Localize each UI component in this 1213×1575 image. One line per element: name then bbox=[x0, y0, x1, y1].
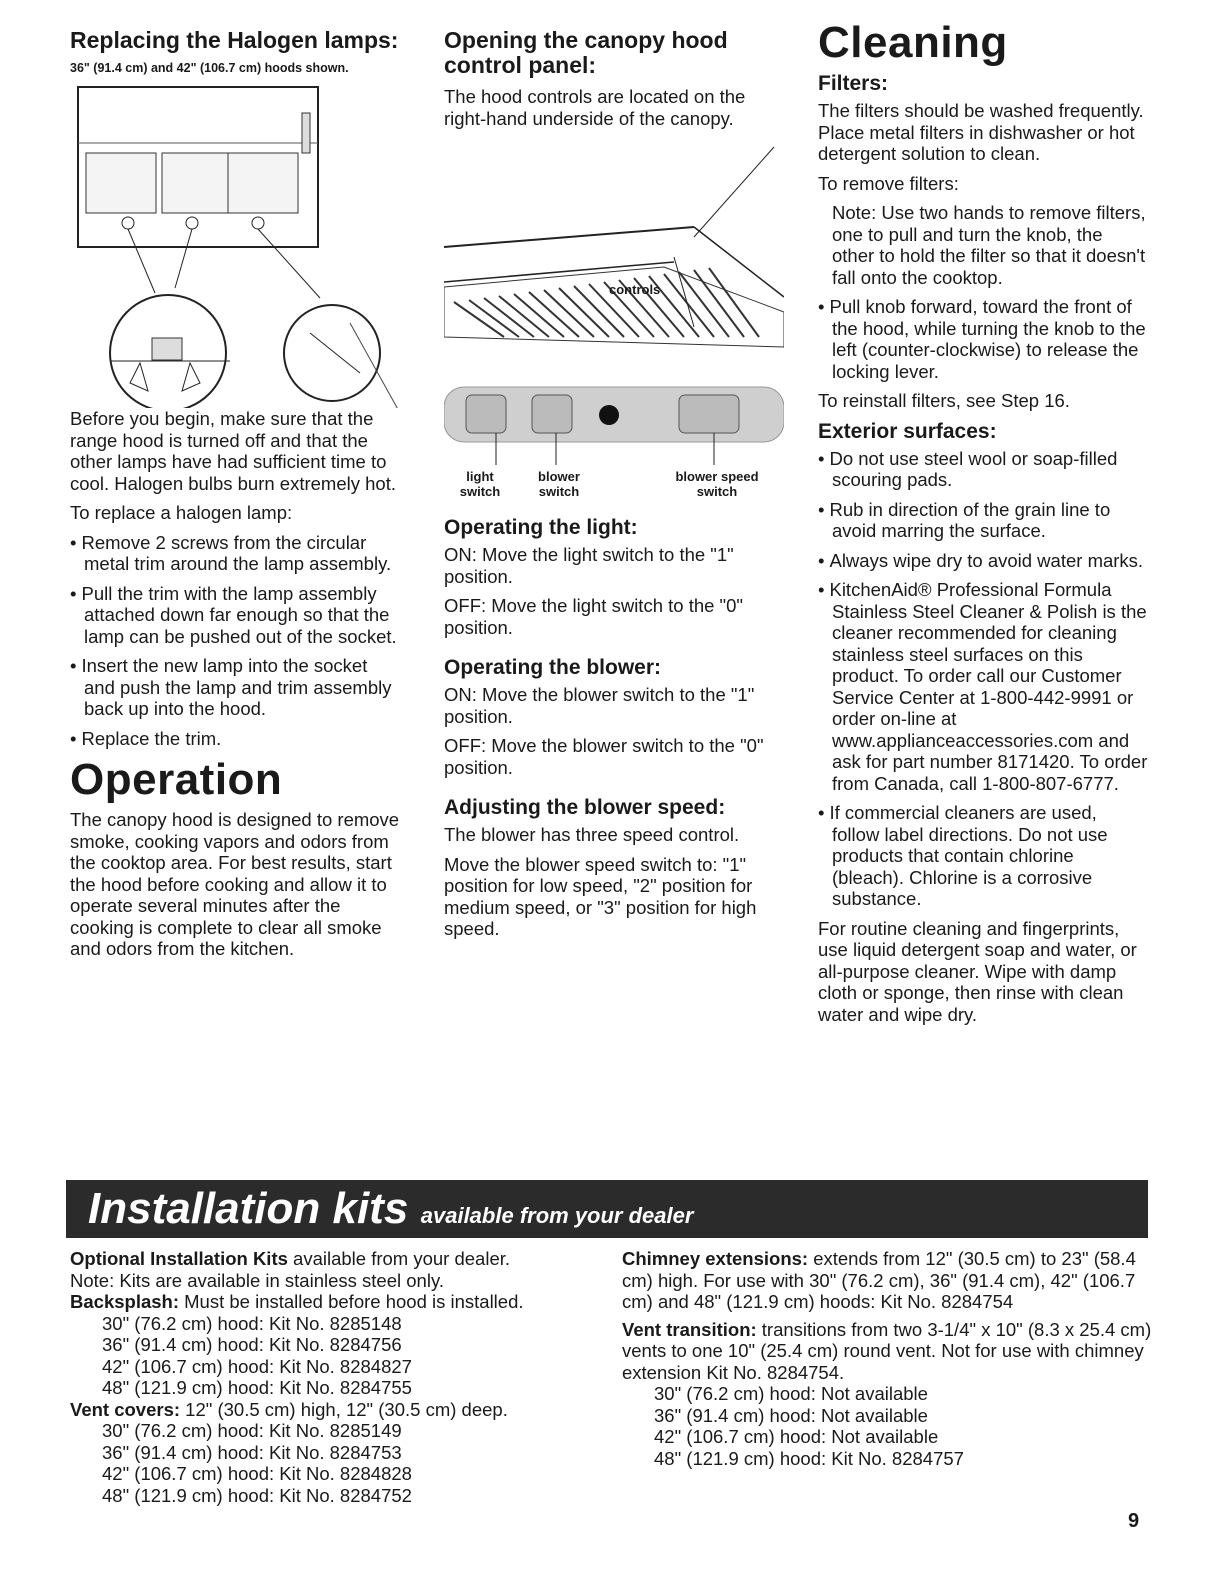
chimney-line bbox=[622, 1248, 1152, 1313]
list-item: 36" (91.4 cm) hood: Kit No. 8284756 bbox=[102, 1334, 402, 1355]
speed-text-1: The blower has three speed control. bbox=[444, 824, 740, 845]
list-item: 42" (106.7 cm) hood: Kit No. 8284827 bbox=[102, 1355, 412, 1377]
transition-line bbox=[622, 1319, 1152, 1384]
list-item: • If commercial cleaners are used, follow label directions. Do not use products that contain chlorine (bleach). Chlorine is a corrosive substance. bbox=[818, 802, 1148, 910]
list-item: • KitchenAid® Professional Formula Stainless Steel Cleaner & Polish is the cleaner recommended for cleaning stainless steel surfaces on this product. To order call our Customer Service Center at 1-800-442-9991 or order on-line at www.applianceaccessories.com and ask for part number 8171420. To order from Canada, call 1-800-807-6777. bbox=[818, 579, 1148, 794]
list-item: • Insert the new lamp into the socket and push the lamp and trim assembly back up into the hood. bbox=[70, 655, 400, 720]
remove-filters-heading: To remove filters: bbox=[818, 172, 959, 194]
list-item: • Replace the trim. bbox=[70, 728, 400, 750]
list-item: 36" (91.4 cm) hood: Not available bbox=[654, 1404, 928, 1426]
column-controls bbox=[444, 28, 784, 948]
controls-illustration bbox=[444, 137, 784, 512]
operation-title: Operation bbox=[70, 755, 283, 804]
exterior-heading: Exterior surfaces: bbox=[818, 419, 997, 443]
backsplash-line bbox=[70, 1291, 600, 1313]
blower-off-text: OFF: Move the blower switch to the "0" position. bbox=[444, 735, 764, 778]
transition-label: Vent transition: bbox=[622, 1318, 757, 1340]
kits-intro-bold: Optional Installation Kits bbox=[70, 1248, 288, 1269]
light-heading: Operating the light: bbox=[444, 516, 638, 539]
controls-label: controls bbox=[609, 282, 661, 297]
kits-left-column bbox=[70, 1248, 600, 1506]
list-item: 36" (91.4 cm) hood: Kit No. 8284753 bbox=[102, 1441, 402, 1463]
banner-title: Installation kits bbox=[88, 1184, 409, 1233]
kits-intro-rest: available from your dealer. bbox=[287, 1248, 511, 1269]
chimney-label: Chimney extensions: bbox=[622, 1248, 809, 1269]
list-item: 30" (76.2 cm) hood: Kit No. 8285149 bbox=[102, 1420, 402, 1441]
routine-cleaning-text: For routine cleaning and fingerprints, use liquid detergent soap and water, or all-purpose cleaner. Wipe with damp cloth or sponge, then rinse with clean water and wipe dry. bbox=[818, 917, 1137, 1025]
blower-switch-label: blower switch bbox=[538, 469, 580, 499]
blower-speed-switch-label: blower speed switch bbox=[675, 469, 759, 499]
chimney-text: extends from 12" (30.5 cm) to 23" (58.4 cm) high. For use with 30" (76.2 cm), 36" (91.4 cm), 42" (106.7 cm) and 48" (121.9 cm) hoods: Kit No. 8284754 bbox=[622, 1248, 1136, 1312]
kits-intro bbox=[70, 1248, 600, 1270]
page-number: 9 bbox=[1128, 1510, 1140, 1532]
light-on-text: ON: Move the light switch to the "1" position. bbox=[444, 544, 734, 587]
list-item: • Rub in direction of the grain line to avoid marring the surface. bbox=[818, 499, 1148, 542]
filters-text: The filters should be washed frequently. Place metal filters in dishwasher or hot detergent solution to clean. bbox=[818, 100, 1144, 164]
list-item: • Pull the trim with the lamp assembly attached down far enough so that the lamp can be pushed out of the socket. bbox=[70, 583, 400, 648]
list-item: 48" (121.9 cm) hood: Kit No. 8284755 bbox=[102, 1377, 412, 1398]
transition-text: transitions from two 3-1/4" x 10" (8.3 x 25.4 cm) vents to one 10" (25.4 cm) round vent. Not for use with chimney extension Kit No. 8284754. bbox=[622, 1318, 1152, 1383]
list-item: 42" (106.7 cm) hood: Kit No. 8284828 bbox=[102, 1463, 412, 1484]
cleaning-title: Cleaning bbox=[818, 18, 1008, 67]
halogen-steps-heading: To replace a halogen lamp: bbox=[70, 502, 293, 523]
halogen-heading: Replacing the Halogen lamps: bbox=[70, 27, 399, 53]
vent-covers-text: 12" (30.5 cm) high, 12" (30.5 cm) deep. bbox=[180, 1398, 508, 1420]
halogen-figure-caption: 36" (91.4 cm) and 42" (106.7 cm) hoods shown. bbox=[70, 61, 349, 75]
vent-covers-label: Vent covers: bbox=[70, 1398, 181, 1420]
control-panel-text: The hood controls are located on the right-hand underside of the canopy. bbox=[444, 86, 746, 129]
hood-controls-drawing bbox=[444, 137, 784, 467]
blower-heading: Operating the blower: bbox=[444, 656, 662, 679]
speed-heading: Adjusting the blower speed: bbox=[444, 796, 726, 819]
halogen-lamp-illustration bbox=[70, 83, 400, 408]
operation-text: The canopy hood is designed to remove smoke, cooking vapors and odors from the cooktop area. For best results, start the hood before cooking and allow it to operate several minutes after the cooking is complete to clear all smoke and odors from the kitchen. bbox=[70, 809, 400, 959]
list-item: 48" (121.9 cm) hood: Kit No. 8284752 bbox=[102, 1484, 412, 1506]
banner-subtitle: available from your dealer bbox=[420, 1203, 694, 1228]
blower-on-text: ON: Move the blower switch to the "1" position. bbox=[444, 684, 755, 727]
column-cleaning bbox=[818, 20, 1148, 1033]
filters-heading: Filters: bbox=[818, 72, 889, 95]
kits-right-column bbox=[622, 1248, 1152, 1469]
list-item: 48" (121.9 cm) hood: Kit No. 8284757 bbox=[654, 1447, 964, 1469]
list-item: 30" (76.2 cm) hood: Not available bbox=[654, 1383, 928, 1404]
kits-note: Note: Kits are available in stainless steel only. bbox=[70, 1269, 444, 1291]
light-off-text: OFF: Move the light switch to the "0" position. bbox=[444, 595, 743, 638]
light-switch-label: light switch bbox=[459, 469, 501, 499]
reinstall-text: To reinstall filters, see Step 16. bbox=[818, 390, 1070, 411]
halogen-intro: Before you begin, make sure that the range hood is turned off and that the other lamps have had sufficient time to cool. Halogen bulbs burn extremely hot. bbox=[70, 408, 396, 494]
backsplash-label: Backsplash: bbox=[70, 1291, 179, 1312]
halogen-steps-list bbox=[70, 532, 400, 750]
list-item: • Do not use steel wool or soap-filled scouring pads. bbox=[818, 448, 1148, 491]
backsplash-text: Must be installed before hood is installed. bbox=[179, 1291, 524, 1312]
exterior-list bbox=[818, 448, 1148, 910]
list-item: 42" (106.7 cm) hood: Not available bbox=[654, 1426, 939, 1447]
installation-kits-banner bbox=[66, 1180, 1148, 1238]
list-item: • Always wipe dry to avoid water marks. bbox=[818, 550, 1148, 572]
hood-lamp-drawing bbox=[70, 83, 400, 408]
list-item: • Pull knob forward, toward the front of the hood, while turning the knob to the left (counter-clockwise) to release the locking lever. bbox=[818, 296, 1148, 382]
vent-covers-line bbox=[70, 1399, 600, 1421]
column-halogen-and-operation bbox=[70, 28, 400, 968]
list-item: 30" (76.2 cm) hood: Kit No. 8285148 bbox=[102, 1312, 402, 1334]
filters-note: Note: Use two hands to remove filters, one to pull and turn the knob, the other to hold the filter so that it doesn't fall onto the cooktop. bbox=[832, 202, 1146, 288]
list-item: • Remove 2 screws from the circular metal trim around the lamp assembly. bbox=[70, 532, 400, 575]
control-panel-heading: Opening the canopy hood control panel: bbox=[444, 27, 728, 78]
remove-filters-list bbox=[818, 296, 1148, 382]
speed-text-2: Move the blower speed switch to: "1" position for low speed, "2" position for medium speed, or "3" position for high speed. bbox=[444, 853, 757, 939]
